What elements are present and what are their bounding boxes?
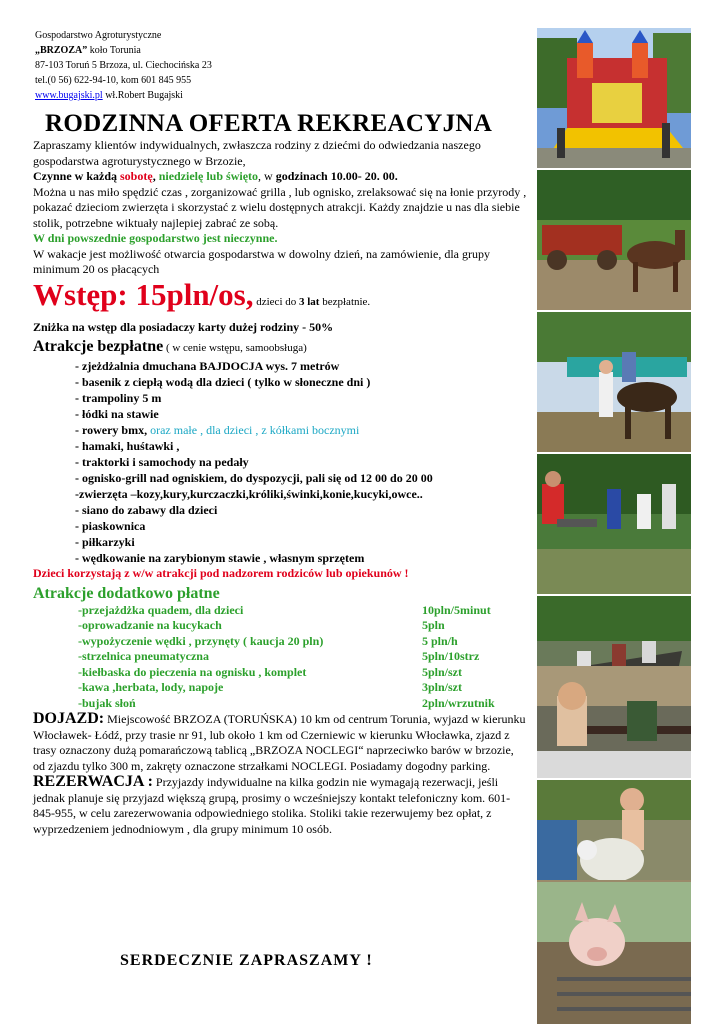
price-item-name: -oprowadzanie na kucykach [78, 618, 222, 632]
intro-paragraph: Zapraszamy klientów indywidualnych, zwłaszcza rodziny z dziećmi do odwiedzania naszego gospodarstwa agroturystycznego w Brzozie, [33, 138, 481, 168]
price-item-name: -kawa ,herbata, lody, napoje [78, 680, 224, 694]
list-item: - piłkarzyki [75, 535, 135, 549]
page-title: RODZINNA OFERTA REKREACYJNA [45, 110, 493, 137]
price-item-value: 5pln/10strz [422, 649, 480, 663]
price-row [78, 618, 528, 634]
directions-text: Miejscowość BRZOZA (TORUŃSKA) 10 km od centrum Torunia, wyjazd w kierunku Włocławek- Łódź, przy trasie nr 91, lub około 1 km od Czerniewic w kierunku Włocławka, zjazd z trasy oznaczony dużą pomarańczową tablicą „BRZOZA NOCLEGI“ naprzeciwko barów w brzozie, od zjazdu tylko 300 m, zakręty oznaczone strzałkami NOCLEGI. Posiadamy dogodny parking. [33, 712, 526, 773]
list-item: - traktorki i samochody na pedały [75, 455, 249, 469]
paid-attractions-list [33, 603, 528, 712]
list-item-bmx [75, 422, 528, 438]
list-item: - basenik z ciepłą wodą dla dzieci ( tylko w słoneczne dni ) [75, 375, 371, 389]
list-item: - ognisko-grill nad ogniskiem, do dyspozycji, pali się od 12 00 do 20 00 [75, 471, 433, 485]
photo-inflatable-slide [537, 28, 691, 168]
photo-horse-cart [537, 170, 691, 310]
photo-bbq-group [537, 454, 691, 594]
price-item-name: -przejażdżka quadem, dla dzieci [78, 602, 244, 617]
opening-suffix: , w [258, 169, 276, 183]
reservation-paragraph [33, 774, 528, 837]
header-location: koło Torunia [87, 45, 141, 56]
price-item-value: 5pln/szt [422, 664, 463, 679]
list-item: - siano do zabawy dla dzieci [75, 503, 218, 517]
closing-invitation: SERDECZNIE ZAPRASZAMY ! [120, 952, 373, 969]
opening-prefix: Czynne w każdą [33, 169, 121, 183]
photo-shooting-range [537, 666, 691, 778]
free-attractions-note: ( w cenie wstępu, samoobsługa) [163, 342, 307, 354]
price-row [78, 696, 528, 712]
price-item-value: 5 pln/h [422, 633, 458, 648]
list-item: - trampoliny 5 m [75, 391, 162, 405]
directions-label: DOJAZD: [33, 710, 105, 727]
header-phone: tel.(0 56) 622-94-10, kom 601 845 955 [35, 75, 192, 86]
price-item-name: -kiełbaska do pieczenia na ognisku , komplet [78, 664, 307, 679]
opening-hours-range: godzinach 10.00- 20. 00. [275, 169, 398, 183]
kids-prefix: dzieci do [253, 295, 299, 308]
header-line-1: Gospodarstwo Agroturystyczne [35, 30, 162, 41]
price-item-name: -wypożyczenie wędki , przynęty ( kaucja 20 pln) [78, 633, 324, 648]
free-attractions-list [33, 358, 528, 566]
list-item: - hamaki, huśtawki , [75, 439, 180, 453]
opening-comma: , [152, 169, 159, 183]
header-address: 87-103 Toruń 5 Brzoza, ul. Ciechocińska 23 [35, 60, 212, 71]
entry-price-text: Wstęp: 15pln/os, [33, 276, 254, 312]
farm-name: „BRZOZA” [35, 45, 88, 56]
list-item: -zwierzęta –kozy,kury,kurczaczki,króliki,świnki,konie,kucyki,owce.. [75, 487, 423, 501]
list-item: - piaskownica [75, 519, 146, 533]
discount-note: Zniżka na wstęp dla posiadaczy karty dużej rodziny - 50% [33, 319, 334, 334]
free-attractions-heading [33, 337, 528, 358]
directions-paragraph [33, 711, 528, 774]
entry-price [33, 278, 528, 319]
opening-sunday: niedzielę lub święto [158, 169, 259, 183]
price-item-value: 5pln [422, 618, 445, 632]
kids-age: 3 lat [299, 295, 320, 308]
price-row [78, 603, 528, 619]
owner-name: wł.Robert Bugajski [102, 90, 183, 101]
holiday-paragraph: W wakacje jest możliwość otwarcia gospodarstwa w dowolny dzień, na zamówienie, dla grupy minimum 20 os płacących [33, 246, 490, 276]
activities-paragraph: Można u nas miło spędzić czas , zorganizować grilla , lub ognisko, zrelaksować się na łonie przyrody , pokazać dzieciom zwierzęta i skorzystać z wielu dostępnych atrakcji. Każdy znajdzie u nas dla siebie stolik, potrzebne wiktuały najlepiej zabrać ze sobą. [33, 184, 527, 230]
list-item: - łódki na stawie [75, 407, 159, 421]
opening-saturday: sobotę [120, 169, 153, 183]
price-row [78, 649, 528, 665]
main-text [33, 138, 528, 837]
free-attractions-title: Atrakcje bezpłatne [33, 338, 164, 355]
kids-free-note [253, 296, 370, 308]
price-row [78, 680, 528, 696]
list-item: - wędkowanie na zarybionym stawie , własnym sprzętem [75, 551, 365, 565]
header-block [35, 28, 212, 103]
reservation-label: REZERWACJA : [33, 773, 153, 790]
price-item-value: 3pln/szt [422, 680, 463, 694]
reservation-text: Przyjazdy indywidualne na kilka godzin nie wymagają rezerwacji, jeśli jednak planuje się przyjazd większą grupą, prosimy o wcześniejszy kontakt telefoniczny kom. 601-845-955, w celu zarezerwowania odpowiedniego stolika. Stoliki takie rezerwujemy bez opłat, z wyprzedzeniem jednodniowym , dla grupy minimum 10 osób. [33, 775, 511, 836]
bmx-label: - rowery bmx, [75, 423, 151, 437]
list-item: - zjeżdżalnia dmuchana BAJDOCJA wys. 7 metrów [75, 359, 340, 373]
price-item-value: 10pln/5minut [422, 602, 491, 617]
website-link[interactable]: www.bugajski.pl [35, 90, 103, 101]
opening-hours [33, 169, 528, 185]
price-row [78, 634, 528, 650]
paid-attractions-heading: Atrakcje dodatkowo płatne [33, 584, 220, 602]
price-item-value: 2pln/wrzutnik [422, 695, 495, 710]
header-line-2 [35, 43, 212, 58]
price-row [78, 665, 528, 681]
supervision-warning: Dzieci korzystają z w/w atrakcji pod nadzorem rodziców lub opiekunów ! [33, 566, 409, 580]
header-line-5 [35, 88, 212, 103]
bmx-note: oraz małe , dla dzieci , z kółkami bocznymi [150, 423, 360, 437]
weekday-closed-notice: W dni powszednie gospodarstwo jest nieczynne. [33, 231, 278, 245]
photo-pony-ride [537, 312, 691, 452]
price-item-name: -strzelnica pneumatyczna [78, 649, 209, 663]
price-item-name: -bujak słoń [78, 695, 136, 710]
photo-pig [537, 882, 691, 1024]
kids-suffix: bezpłatnie. [319, 295, 371, 308]
